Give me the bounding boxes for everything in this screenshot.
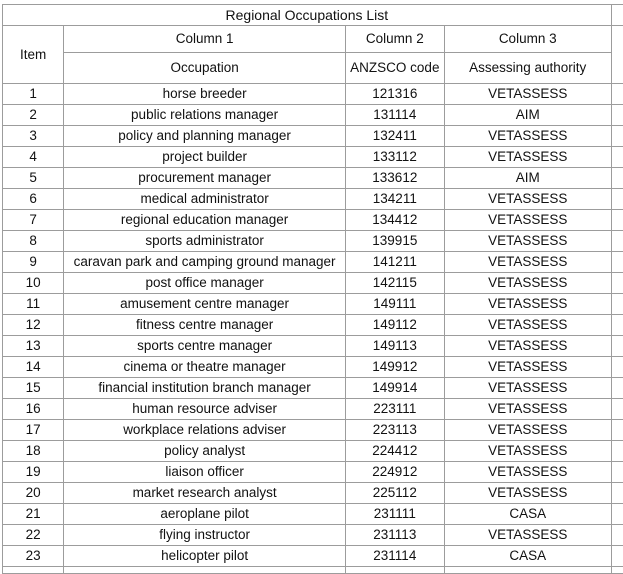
assessing-authority-cell: VETASSESS [444,483,611,504]
table-title: Regional Occupations List [3,5,612,26]
table-row [3,294,623,315]
column-3-number: Column 3 [444,26,611,53]
table-title-row [3,5,623,26]
occupation-cell: aeroplane pilot [64,504,346,525]
occupation-cell: caravan park and camping ground manager [64,252,346,273]
occupation-cell: fitness centre manager [64,315,346,336]
anzsco-code-cell: 133612 [345,168,444,189]
anzsco-code-cell: 132411 [345,126,444,147]
item-cell: 1 [3,84,64,105]
anzsco-code-cell: 231113 [345,525,444,546]
item-cell: 6 [3,189,64,210]
cutoff-cell [611,567,623,574]
table-edge-cell [611,147,623,168]
anzsco-code-cell: 223113 [345,420,444,441]
item-cell: 5 [3,168,64,189]
item-header: Item [3,26,64,84]
table-edge-cell [611,294,623,315]
assessing-authority-cell: VETASSESS [444,210,611,231]
table-edge-cell [611,546,623,567]
assessing-authority-cell: VETASSESS [444,378,611,399]
item-cell: 12 [3,315,64,336]
anzsco-code-cell: 231111 [345,504,444,525]
occupation-cell: project builder [64,147,346,168]
assessing-authority-cell: VETASSESS [444,252,611,273]
occupation-cell: public relations manager [64,105,346,126]
anzsco-code-cell: 121316 [345,84,444,105]
table-edge-cell [611,273,623,294]
table-edge-cell [611,84,623,105]
anzsco-code-cell: 141211 [345,252,444,273]
occupation-cell: human resource adviser [64,399,346,420]
column-2-number: Column 2 [345,26,444,53]
assessing-authority-cell: CASA [444,546,611,567]
occupation-cell: post office manager [64,273,346,294]
table-row [3,504,623,525]
item-cell: 7 [3,210,64,231]
assessing-authority-cell: VETASSESS [444,294,611,315]
assessing-authority-cell: AIM [444,105,611,126]
occupation-cell: policy analyst [64,441,346,462]
cutoff-cell [3,567,64,574]
table-row-cutoff [3,567,623,574]
item-cell: 18 [3,441,64,462]
occupation-cell: liaison officer [64,462,346,483]
table-row [3,231,623,252]
table-row [3,546,623,567]
table-edge-cell [611,399,623,420]
assessing-authority-cell: VETASSESS [444,84,611,105]
table-edge-cell [611,357,623,378]
anzsco-code-cell: 149912 [345,357,444,378]
assessing-authority-cell: VETASSESS [444,441,611,462]
assessing-authority-cell: VETASSESS [444,336,611,357]
anzsco-code-cell: 149111 [345,294,444,315]
assessing-authority-cell: VETASSESS [444,147,611,168]
item-cell: 9 [3,252,64,273]
item-cell: 4 [3,147,64,168]
anzsco-code-cell: 223111 [345,399,444,420]
table-edge-cell [611,315,623,336]
table-row [3,420,623,441]
table-row [3,357,623,378]
item-cell: 22 [3,525,64,546]
occupation-cell: workplace relations adviser [64,420,346,441]
table-edge-cell [611,462,623,483]
table-edge-cell [611,189,623,210]
table-edge-cell [611,105,623,126]
assessing-authority-cell: CASA [444,504,611,525]
table-edge-cell [611,252,623,273]
assessing-authority-cell: VETASSESS [444,420,611,441]
occupation-cell: medical administrator [64,189,346,210]
cutoff-cell [64,567,346,574]
item-cell: 11 [3,294,64,315]
table-row [3,189,623,210]
item-cell: 10 [3,273,64,294]
column-number-row [3,26,623,53]
assessing-authority-cell: VETASSESS [444,399,611,420]
assessing-authority-cell: VETASSESS [444,357,611,378]
table-row [3,105,623,126]
table-row [3,126,623,147]
table-row [3,168,623,189]
cutoff-cell [345,567,444,574]
item-cell: 21 [3,504,64,525]
table-edge-cell [611,26,623,84]
item-cell: 16 [3,399,64,420]
item-cell: 8 [3,231,64,252]
occupation-cell: amusement centre manager [64,294,346,315]
cutoff-cell [444,567,611,574]
occupation-cell: financial institution branch manager [64,378,346,399]
occupation-cell: horse breeder [64,84,346,105]
table-row [3,336,623,357]
anzsco-code-cell: 134211 [345,189,444,210]
assessing-authority-cell: VETASSESS [444,315,611,336]
anzsco-code-cell: 224912 [345,462,444,483]
assessing-authority-cell: VETASSESS [444,126,611,147]
table-row [3,483,623,504]
occupation-cell: sports administrator [64,231,346,252]
table-edge-cell [611,336,623,357]
anzsco-code-cell: 149914 [345,378,444,399]
occupation-cell: procurement manager [64,168,346,189]
table-row [3,378,623,399]
anzsco-code-cell: 149112 [345,315,444,336]
anzsco-code-cell: 142115 [345,273,444,294]
item-cell: 2 [3,105,64,126]
table-row [3,210,623,231]
anzsco-code-cell: 224412 [345,441,444,462]
table-edge-cell [611,420,623,441]
anzsco-code-cell: 231114 [345,546,444,567]
table-row [3,441,623,462]
item-cell: 14 [3,357,64,378]
table-row [3,252,623,273]
table-edge-cell [611,126,623,147]
anzsco-code-cell: 139915 [345,231,444,252]
occupation-cell: cinema or theatre manager [64,357,346,378]
column-1-number: Column 1 [64,26,346,53]
item-cell: 19 [3,462,64,483]
item-cell: 20 [3,483,64,504]
table-row [3,147,623,168]
occupation-cell: regional education manager [64,210,346,231]
assessing-authority-cell: AIM [444,168,611,189]
anzsco-code-cell: 149113 [345,336,444,357]
table-row [3,399,623,420]
anzsco-code-header: ANZSCO code [345,53,444,84]
table-edge-cell [611,483,623,504]
occupation-cell: sports centre manager [64,336,346,357]
table-edge-cell [611,504,623,525]
table-edge-cell [611,525,623,546]
occupation-cell: helicopter pilot [64,546,346,567]
assessing-authority-cell: VETASSESS [444,231,611,252]
column-name-row [3,53,623,84]
occupation-cell: policy and planning manager [64,126,346,147]
assessing-authority-cell: VETASSESS [444,273,611,294]
occupation-cell: flying instructor [64,525,346,546]
anzsco-code-cell: 133112 [345,147,444,168]
occupation-cell: market research analyst [64,483,346,504]
table-row [3,525,623,546]
anzsco-code-cell: 131114 [345,105,444,126]
table-edge-cell [611,378,623,399]
item-cell: 15 [3,378,64,399]
occupation-header: Occupation [64,53,346,84]
regional-occupations-table [2,4,623,574]
table-row [3,84,623,105]
table-edge-cell [611,441,623,462]
table-edge-cell [611,231,623,252]
assessing-authority-cell: VETASSESS [444,189,611,210]
table-edge-cell [611,210,623,231]
item-cell: 23 [3,546,64,567]
item-cell: 13 [3,336,64,357]
assessing-authority-header: Assessing authority [444,53,611,84]
anzsco-code-cell: 225112 [345,483,444,504]
table-row [3,462,623,483]
assessing-authority-cell: VETASSESS [444,525,611,546]
item-cell: 17 [3,420,64,441]
table-row [3,273,623,294]
table-edge-cell [611,168,623,189]
table-row [3,315,623,336]
assessing-authority-cell: VETASSESS [444,462,611,483]
item-cell: 3 [3,126,64,147]
table-body [3,84,623,574]
table-edge-cell [611,5,623,26]
anzsco-code-cell: 134412 [345,210,444,231]
